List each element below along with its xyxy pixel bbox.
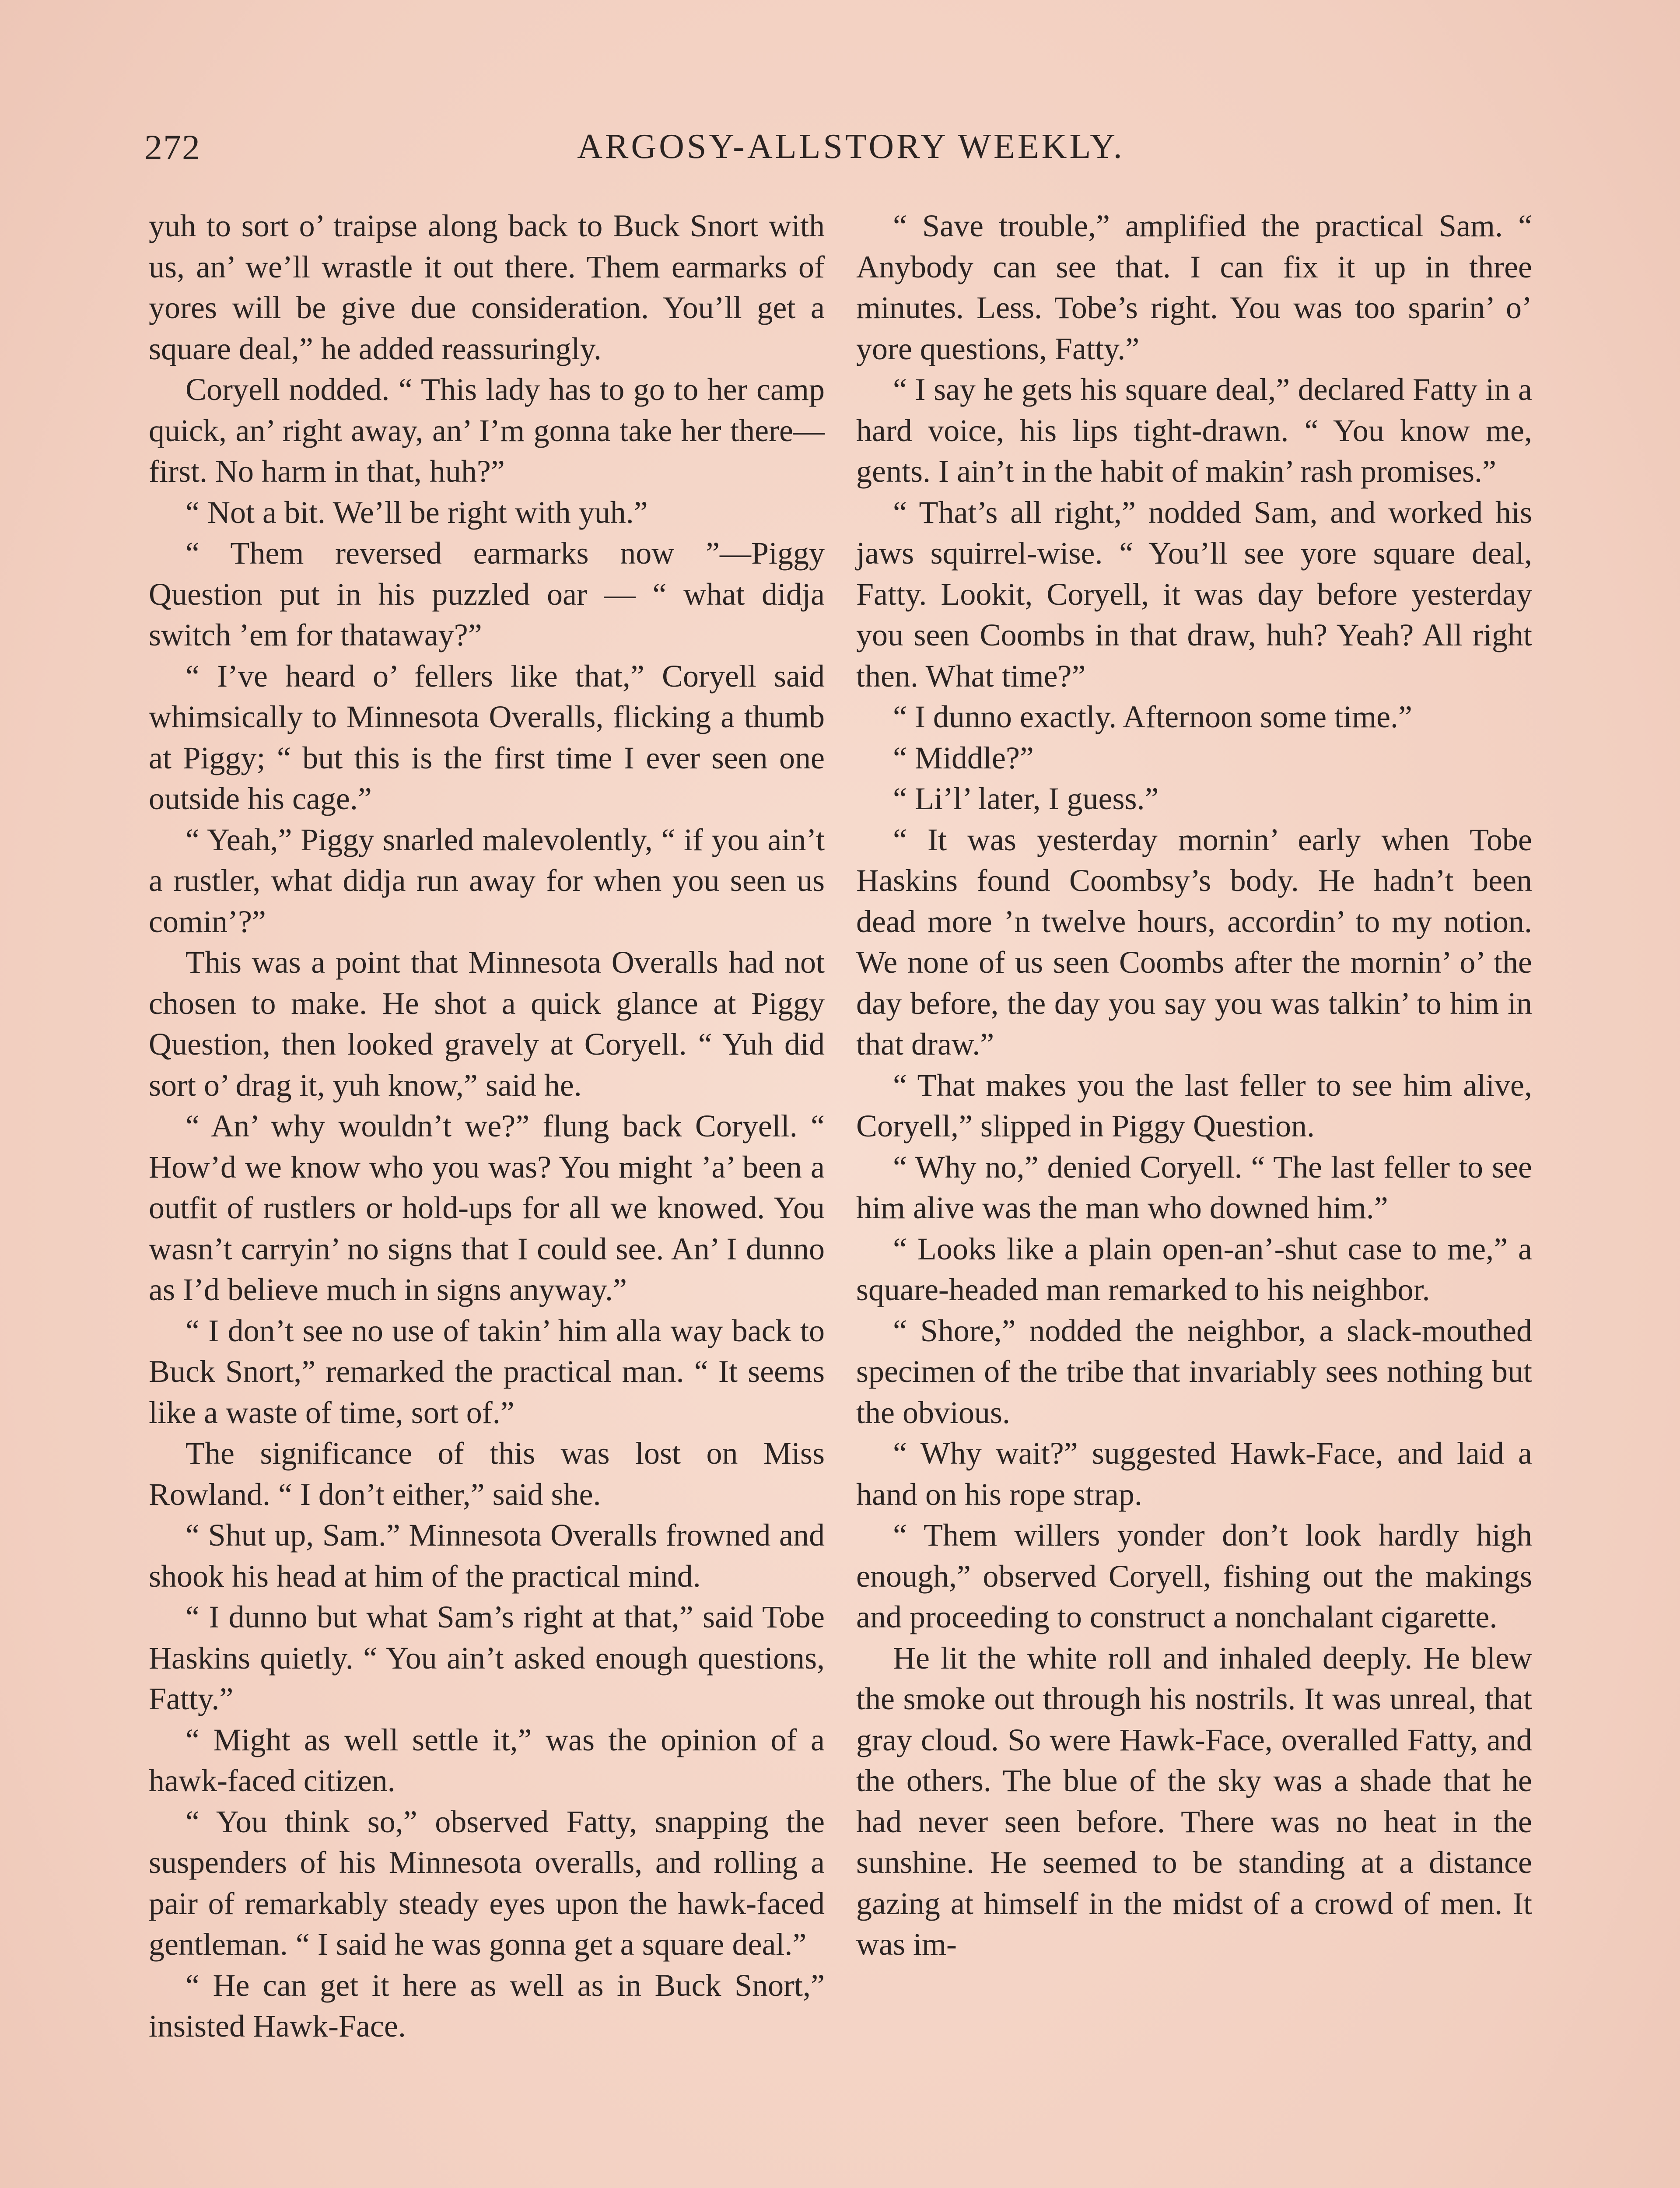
page-number: 272 bbox=[144, 127, 201, 167]
paragraph: “ He can get it here as well as in Buck Snort,” insisted Hawk-Face. bbox=[149, 1967, 825, 2044]
paragraph: He lit the white roll and inhaled deeply. He blew the smoke out through his nostrils. It was unreal, that gray cloud. So were Hawk-Face, overalled Fatty, and the others. The blue of the sky was a shade that he had never seen before. There was no heat in the sunshine. He seemed to be standing at a distance gazing at himself in the midst of a crowd of men. It was im- bbox=[856, 1640, 1532, 1962]
left-text-column bbox=[149, 206, 825, 2047]
paragraph: “ I say he gets his square deal,” declared Fatty in a hard voice, his lips tight-drawn. “ You know me, gents. I ain’t in the habit of makin’ rash promises.” bbox=[856, 372, 1532, 489]
paragraph: The significance of this was lost on Miss Rowland. “ I don’t either,” said she. bbox=[149, 1436, 825, 1512]
paragraph: “ Them reversed earmarks now ”—Piggy Question put in his puzzled oar — “ what didja switch ’em for thataway?” bbox=[149, 536, 825, 652]
paragraph: “ Looks like a plain open-an’-shut case to me,” a square-headed man remarked to his neighbor. bbox=[856, 1231, 1532, 1307]
paragraph: “ An’ why wouldn’t we?” flung back Coryell. “ How’d we know who you was? You might ’a’ been a outfit of rustlers or hold-ups for all we knowed. You wasn’t carryin’ no signs that I could see. An’ I dunno as I’d believe much in signs anyway.” bbox=[149, 1108, 825, 1307]
paragraph: “ I dunno but what Sam’s right at that,” said Tobe Haskins quietly. “ You ain’t asked enough questions, Fatty.” bbox=[149, 1599, 825, 1716]
paragraph: Coryell nodded. “ This lady has to go to her camp quick, an’ right away, an’ I’m gonna take her there—first. No harm in that, huh?” bbox=[149, 372, 825, 489]
running-head: ARGOSY-ALLSTORY WEEKLY. bbox=[577, 127, 1125, 166]
paragraph: “ Li’l’ later, I guess.” bbox=[893, 781, 1159, 816]
right-text-column bbox=[856, 206, 1532, 1965]
paragraph: “ I don’t see no use of takin’ him alla way back to Buck Snort,” remarked the practical man. “ It seems like a waste of time, sort of.” bbox=[149, 1313, 825, 1430]
paragraph: “ That makes you the last feller to see him alive, Coryell,” slipped in Piggy Question. bbox=[856, 1067, 1532, 1143]
paragraph: “ You think so,” observed Fatty, snapping the suspenders of his Minnesota overalls, and rolling a pair of remarkably steady eyes upon the hawk-faced gentleman. “ I said he was gonna get a square deal.” bbox=[149, 1804, 825, 1962]
paragraph: “ Why wait?” suggested Hawk-Face, and laid a hand on his rope strap. bbox=[856, 1436, 1532, 1512]
paragraph: “ Shut up, Sam.” Minnesota Overalls frowned and shook his head at him of the practical mind. bbox=[149, 1518, 825, 1594]
paragraph: This was a point that Minnesota Overalls had not chosen to make. He shot a quick glance at Piggy Question, then looked gravely at Coryell. “ Yuh did sort o’ drag it, yuh know,” said he. bbox=[149, 945, 825, 1103]
page-header bbox=[144, 127, 1558, 175]
paragraph: “ I’ve heard o’ fellers like that,” Coryell said whimsically to Minnesota Overalls, flicking a thumb at Piggy; “ but this is the first time I ever seen one outside his cage.” bbox=[149, 658, 825, 816]
paragraph: “ Might as well settle it,” was the opinion of a hawk-faced citizen. bbox=[149, 1722, 825, 1798]
paragraph: “ It was yesterday mornin’ early when Tobe Haskins found Coombsy’s body. He hadn’t been dead more ’n twelve hours, accordin’ to my notion. We none of us seen Coombs after the mornin’ o’ the day before, the day you say you was talkin’ to him in that draw.” bbox=[856, 822, 1532, 1062]
paragraph: “ Yeah,” Piggy snarled malevolently, “ if you ain’t a rustler, what didja run away for when you seen us comin’?” bbox=[149, 822, 825, 939]
paragraph: “ Shore,” nodded the neighbor, a slack-mouthed specimen of the tribe that invariably sees nothing but the obvious. bbox=[856, 1313, 1532, 1430]
paragraph: “ I dunno exactly. Afternoon some time.” bbox=[893, 699, 1412, 734]
paragraph: “ That’s all right,” nodded Sam, and worked his jaws squirrel-wise. “ You’ll see yore square deal, Fatty. Lookit, Coryell, it was day before yesterday you seen Coombs in that draw, huh? Yeah? All right then. What time?” bbox=[856, 494, 1532, 694]
paragraph: “ Not a bit. We’ll be right with yuh.” bbox=[186, 494, 648, 530]
paragraph: “ Save trouble,” amplified the practical Sam. “ Anybody can see that. I can fix it up in three minutes. Less. Tobe’s right. You was too sparin’ o’ yore questions, Fatty.” bbox=[856, 208, 1532, 366]
paragraph: yuh to sort o’ traipse along back to Buck Snort with us, an’ we’ll wrastle it out there. Them earmarks of yores will be give due consideration. You’ll get a square deal,” he added reassuringly. bbox=[149, 208, 825, 366]
paragraph: “ Why no,” denied Coryell. “ The last feller to see him alive was the man who downed him.” bbox=[856, 1149, 1532, 1225]
paragraph: “ Middle?” bbox=[893, 740, 1034, 775]
paragraph: “ Them willers yonder don’t look hardly high enough,” observed Coryell, fishing out the makings and proceeding to construct a nonchalant cigarette. bbox=[856, 1518, 1532, 1634]
